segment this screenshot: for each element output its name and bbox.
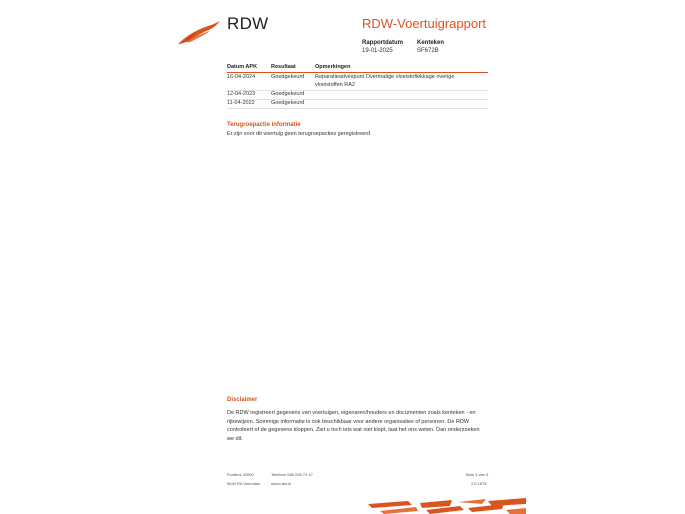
footer-page-number: Blad 3 van 3 <box>466 472 489 477</box>
kenteken-label: Kenteken <box>417 40 445 46</box>
footer-address: 9640 RA Veendam <box>227 481 261 486</box>
footer-code: 2.6 1878 <box>471 481 487 486</box>
table-row <box>227 73 488 90</box>
logo-text: RDW <box>227 14 269 33</box>
cell-datum: 11-04-2022 <box>227 100 255 106</box>
kenteken-value: SF672B <box>417 48 439 54</box>
column-header-resultaat: Resultaat <box>271 64 296 70</box>
cell-datum: 16-04-2024 <box>227 74 256 80</box>
disclaimer-line: rijbewijzen. Sommige informatie is ook beschikbaar voor andere organisaties of personen. De RDW <box>227 418 470 425</box>
disclaimer-line: we dit. <box>227 435 243 442</box>
footer-telefoon: Telefoon 088 008 74 47 <box>271 472 313 477</box>
table-row <box>227 90 488 99</box>
disclaimer-line: De RDW registreert gegevens van voertuigen, eigenaren/houders en documenten zoals kenteken - en <box>227 410 476 416</box>
disclaimer-line: controleert of de gegevens kloppen. Ziet u toch iets wat niet klopt, laat het ons weten. Dan onderzoeken <box>227 427 480 433</box>
footer-postbus: Postbus 30000 <box>227 472 254 477</box>
cell-resultaat: Goedgekeurd <box>271 100 305 106</box>
rapportdatum-value: 19-01-2025 <box>362 48 393 54</box>
row-divider <box>227 108 488 109</box>
rdw-logo-icon <box>176 20 222 46</box>
table-row <box>227 99 488 108</box>
rapportdatum-label: Rapportdatum <box>362 40 403 46</box>
footer-website: www.rdw.nl <box>271 481 292 486</box>
decorative-stripes-icon <box>368 498 526 514</box>
disclaimer-title: Disclaimer <box>227 397 258 403</box>
cell-datum: 12-04-2023 <box>227 91 256 97</box>
cell-opmerkingen-cont: vloeistoffen RA2 <box>315 82 355 88</box>
report-title: RDW-Voertuigrapport <box>362 16 487 31</box>
apk-table <box>227 64 488 108</box>
terugroep-text: Er zijn voor dit voertuig geen terugroepacties geregistreerd <box>227 131 371 137</box>
terugroep-title: Terugroepactie informatie <box>227 122 301 128</box>
cell-opmerkingen: Reparatieadvespunt Overmatige vloeistoflekkage overige <box>315 74 455 80</box>
column-header-datum: Datum APK <box>227 64 258 70</box>
cell-resultaat: Goedgekeurd <box>271 74 305 80</box>
column-header-opmerkingen: Opmerkingen <box>315 64 351 70</box>
cell-resultaat: Goedgekeurd <box>271 91 305 97</box>
